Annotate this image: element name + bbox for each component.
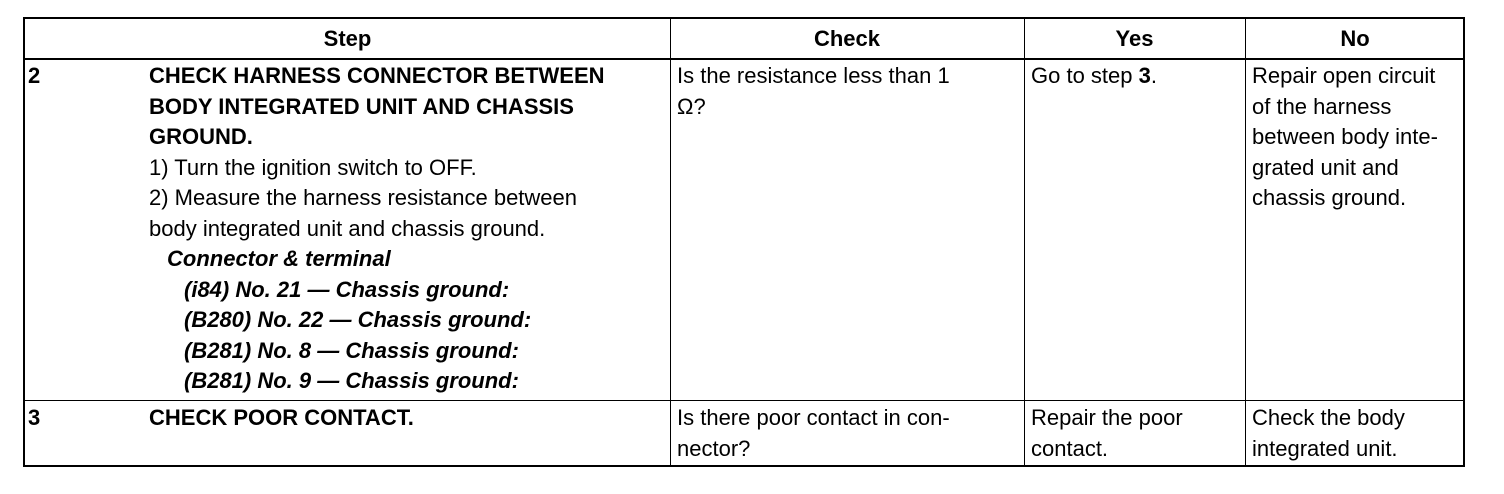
check-line: Ω? — [677, 93, 706, 119]
yes-line: contact. — [1031, 435, 1109, 461]
header-step: Step — [323, 26, 372, 51]
no-line: Repair open circuit — [1252, 63, 1436, 88]
step-number: 2 — [28, 63, 41, 88]
instruction-line: 1) Turn the ignition switch to OFF. — [149, 154, 477, 180]
terminal-line: (B281) No. 9 — Chassis ground: — [184, 368, 519, 393]
check-cell — [677, 61, 950, 122]
column-divider — [1024, 19, 1025, 465]
header-no: No — [1340, 26, 1370, 51]
column-divider — [1245, 19, 1246, 465]
step-content — [149, 403, 414, 434]
instruction-line: 2) Measure the harness resistance between — [149, 185, 578, 210]
row-divider — [25, 400, 1463, 401]
no-line: grated unit and — [1252, 154, 1399, 180]
step-title-line: GROUND. — [149, 124, 253, 149]
terminal-line: (B280) No. 22 — Chassis ground: — [184, 307, 532, 332]
yes-line — [1031, 61, 1157, 92]
no-line: of the harness — [1252, 93, 1392, 119]
yes-step-ref: 3 — [1138, 63, 1151, 88]
header-yes: Yes — [1115, 26, 1154, 51]
no-line: Check the body — [1252, 405, 1405, 430]
step-title-line: CHECK POOR CONTACT. — [149, 405, 414, 430]
yes-prefix: Go to step — [1031, 63, 1139, 88]
no-cell — [1252, 403, 1405, 464]
yes-cell — [1031, 61, 1157, 92]
no-line: chassis ground. — [1252, 185, 1407, 210]
header-check: Check — [813, 26, 881, 51]
no-line: between body inte- — [1252, 124, 1438, 149]
terminal-line: (B281) No. 8 — Chassis ground: — [184, 337, 519, 363]
step-number: 3 — [28, 405, 41, 430]
yes-cell — [1031, 403, 1183, 464]
no-cell — [1252, 61, 1438, 214]
connector-label: Connector & terminal — [167, 246, 391, 271]
terminal-line: (i84) No. 21 — Chassis ground: — [184, 276, 510, 302]
step-title-line: BODY INTEGRATED UNIT AND CHASSIS — [149, 93, 574, 119]
instruction-line: body integrated unit and chassis ground. — [149, 215, 546, 241]
check-line: nector? — [677, 435, 751, 461]
diagnostic-table — [23, 17, 1465, 467]
no-line: integrated unit. — [1252, 435, 1398, 461]
column-divider — [670, 19, 671, 465]
step-title-line: CHECK HARNESS CONNECTOR BETWEEN — [149, 63, 605, 88]
check-line: Is there poor contact in con- — [677, 405, 950, 430]
step-content — [149, 61, 605, 397]
yes-line: Repair the poor — [1031, 405, 1183, 430]
check-cell — [677, 403, 950, 464]
check-line: Is the resistance less than 1 — [677, 63, 950, 88]
yes-suffix: . — [1150, 63, 1157, 88]
